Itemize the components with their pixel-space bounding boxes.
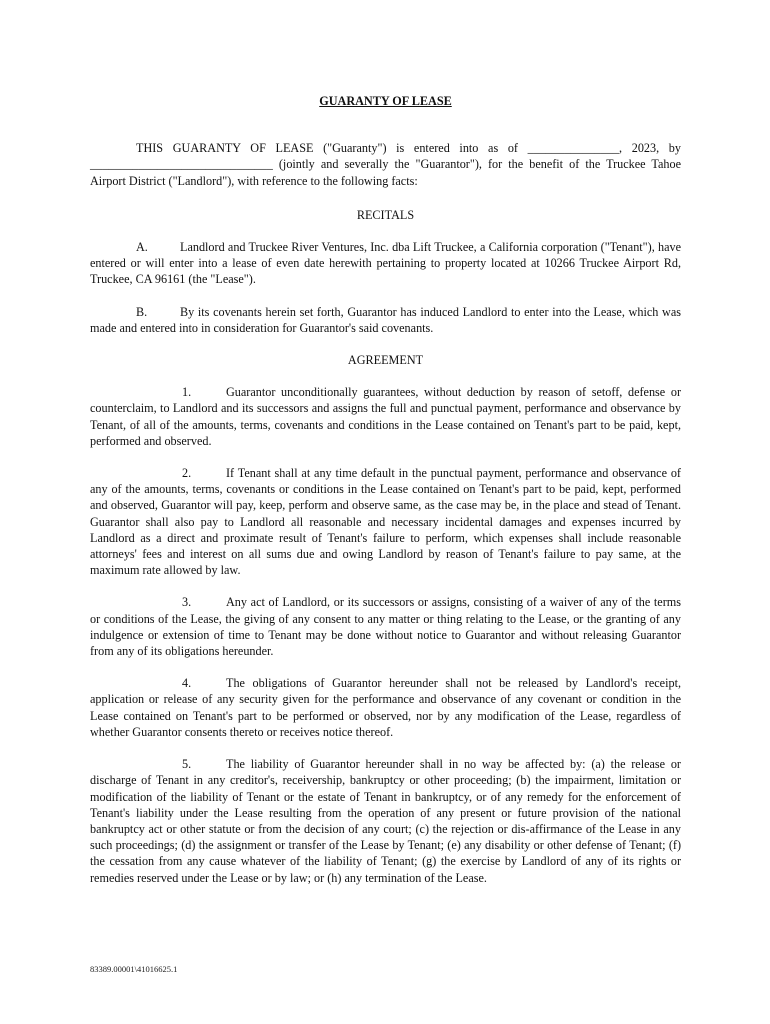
clause-number: 5. (182, 757, 192, 772)
clause-number: 2. (182, 466, 192, 481)
clause-text: If Tenant shall at any time default in the punctual payment, performance and observance of any of the amounts, terms, covenants or conditions in the Lease contained on Tenant's part to be paid, kept, performed and observed, Guarantor will pay, keep, perform and observe same, as the case may be, in the place and stead of Tenant. Guarantor shall also pay to Landlord all reasonable and necessary incidental damages and expenses incurred by Landlord as a direct and proximate result of Tenant's failure to perform, which expenses shall include reasonable attorneys' fees and interest on all sums due and owing Landlord by reason of Tenant's failure to pay same, at the maximum rate allowed by law. (90, 466, 681, 578)
document-title: GUARANTY OF LEASE (319, 94, 452, 108)
clause-1 (90, 384, 681, 449)
clause-5 (90, 756, 681, 886)
recital-number: B. (136, 304, 148, 319)
clause-number: 4. (182, 676, 192, 691)
document-body (90, 93, 681, 902)
clause-number: 1. (182, 385, 192, 400)
recital-text: By its covenants herein set forth, Guarantor has induced Landlord to enter into the Lease, which was made and entered into in consideration for Guarantor's said covenants. (90, 304, 681, 335)
clause-text: The liability of Guarantor hereunder shall in no way be affected by: (a) the release or discharge of Tenant in any creditor's, receivership, bankruptcy or other proceeding; (b) the impairment, limitation or modification of the liability of Tenant or the estate of Tenant in bankruptcy, or of any remedy for the enforcement of Tenant's liability under the Lease resulting from the operation of any present or future provision of the national bankruptcy act or other statute or from the decision of any court; (c) the rejection or dis-affirmance of the Lease in any such proceedings; (d) the assignment or transfer of the Lease by Tenant; (e) any disability or other defense of Tenant; (f) the cessation from any cause whatever of the liability of Tenant; (g) the exercise by Landlord of any of its rights or remedies reserved under the Lease or by law; or (h) any termination of the Lease. (90, 757, 681, 885)
clause-text: Guarantor unconditionally guarantees, without deduction by reason of setoff, defense or counterclaim, to Landlord and its successors and assigns the full and punctual payment, performance and observance by Tenant, of all of the amounts, terms, covenants and conditions in the Lease contained on Tenant's part to be paid, kept, performed and observed. (90, 385, 681, 448)
recital-text: Landlord and Truckee River Ventures, Inc. dba Lift Truckee, a California corporation ("Tenant"), have entered or will enter into a lease of even date herewith pertaining to property located at 10266 Truckee Airport Rd, Truckee, CA 96161 (the "Lease"). (90, 240, 681, 287)
recital-a (90, 239, 681, 288)
clause-number: 3. (182, 595, 192, 610)
clause-3 (90, 594, 681, 659)
clause-2 (90, 465, 681, 578)
recital-number: A. (136, 240, 148, 255)
recitals-heading: RECITALS (356, 207, 415, 222)
clause-4 (90, 675, 681, 740)
agreement-heading: AGREEMENT (347, 353, 424, 368)
intro-paragraph: THIS GUARANTY OF LEASE ("Guaranty") is entered into as of _______________, 2023, by ______________________________ (jointly and severally the "Guarantor"), for the benefit of the Truckee Tahoe Airport District ("Landlord"), with reference to the following facts: (90, 141, 681, 188)
recital-b (90, 304, 681, 336)
document-footer-id: 83389.00001\41016625.1 (90, 964, 178, 974)
clause-text: Any act of Landlord, or its successors or assigns, consisting of a waiver of any of the terms or conditions of the Lease, the giving of any consent to any matter or thing relating to the Lease, or the granting of any indulgence or extension of time to Tenant may be done without notice to Guarantor and without releasing Guarantor from any of its obligations hereunder. (90, 595, 681, 659)
clause-text: The obligations of Guarantor hereunder shall not be released by Landlord's receipt, application or release of any security given for the performance and observance of any covenant or condition in the Lease contained on Tenant's part to be performed or observed, nor by any modification of the Lease, regardless of whether Guarantor consents thereto or receives notice thereof. (90, 676, 681, 739)
